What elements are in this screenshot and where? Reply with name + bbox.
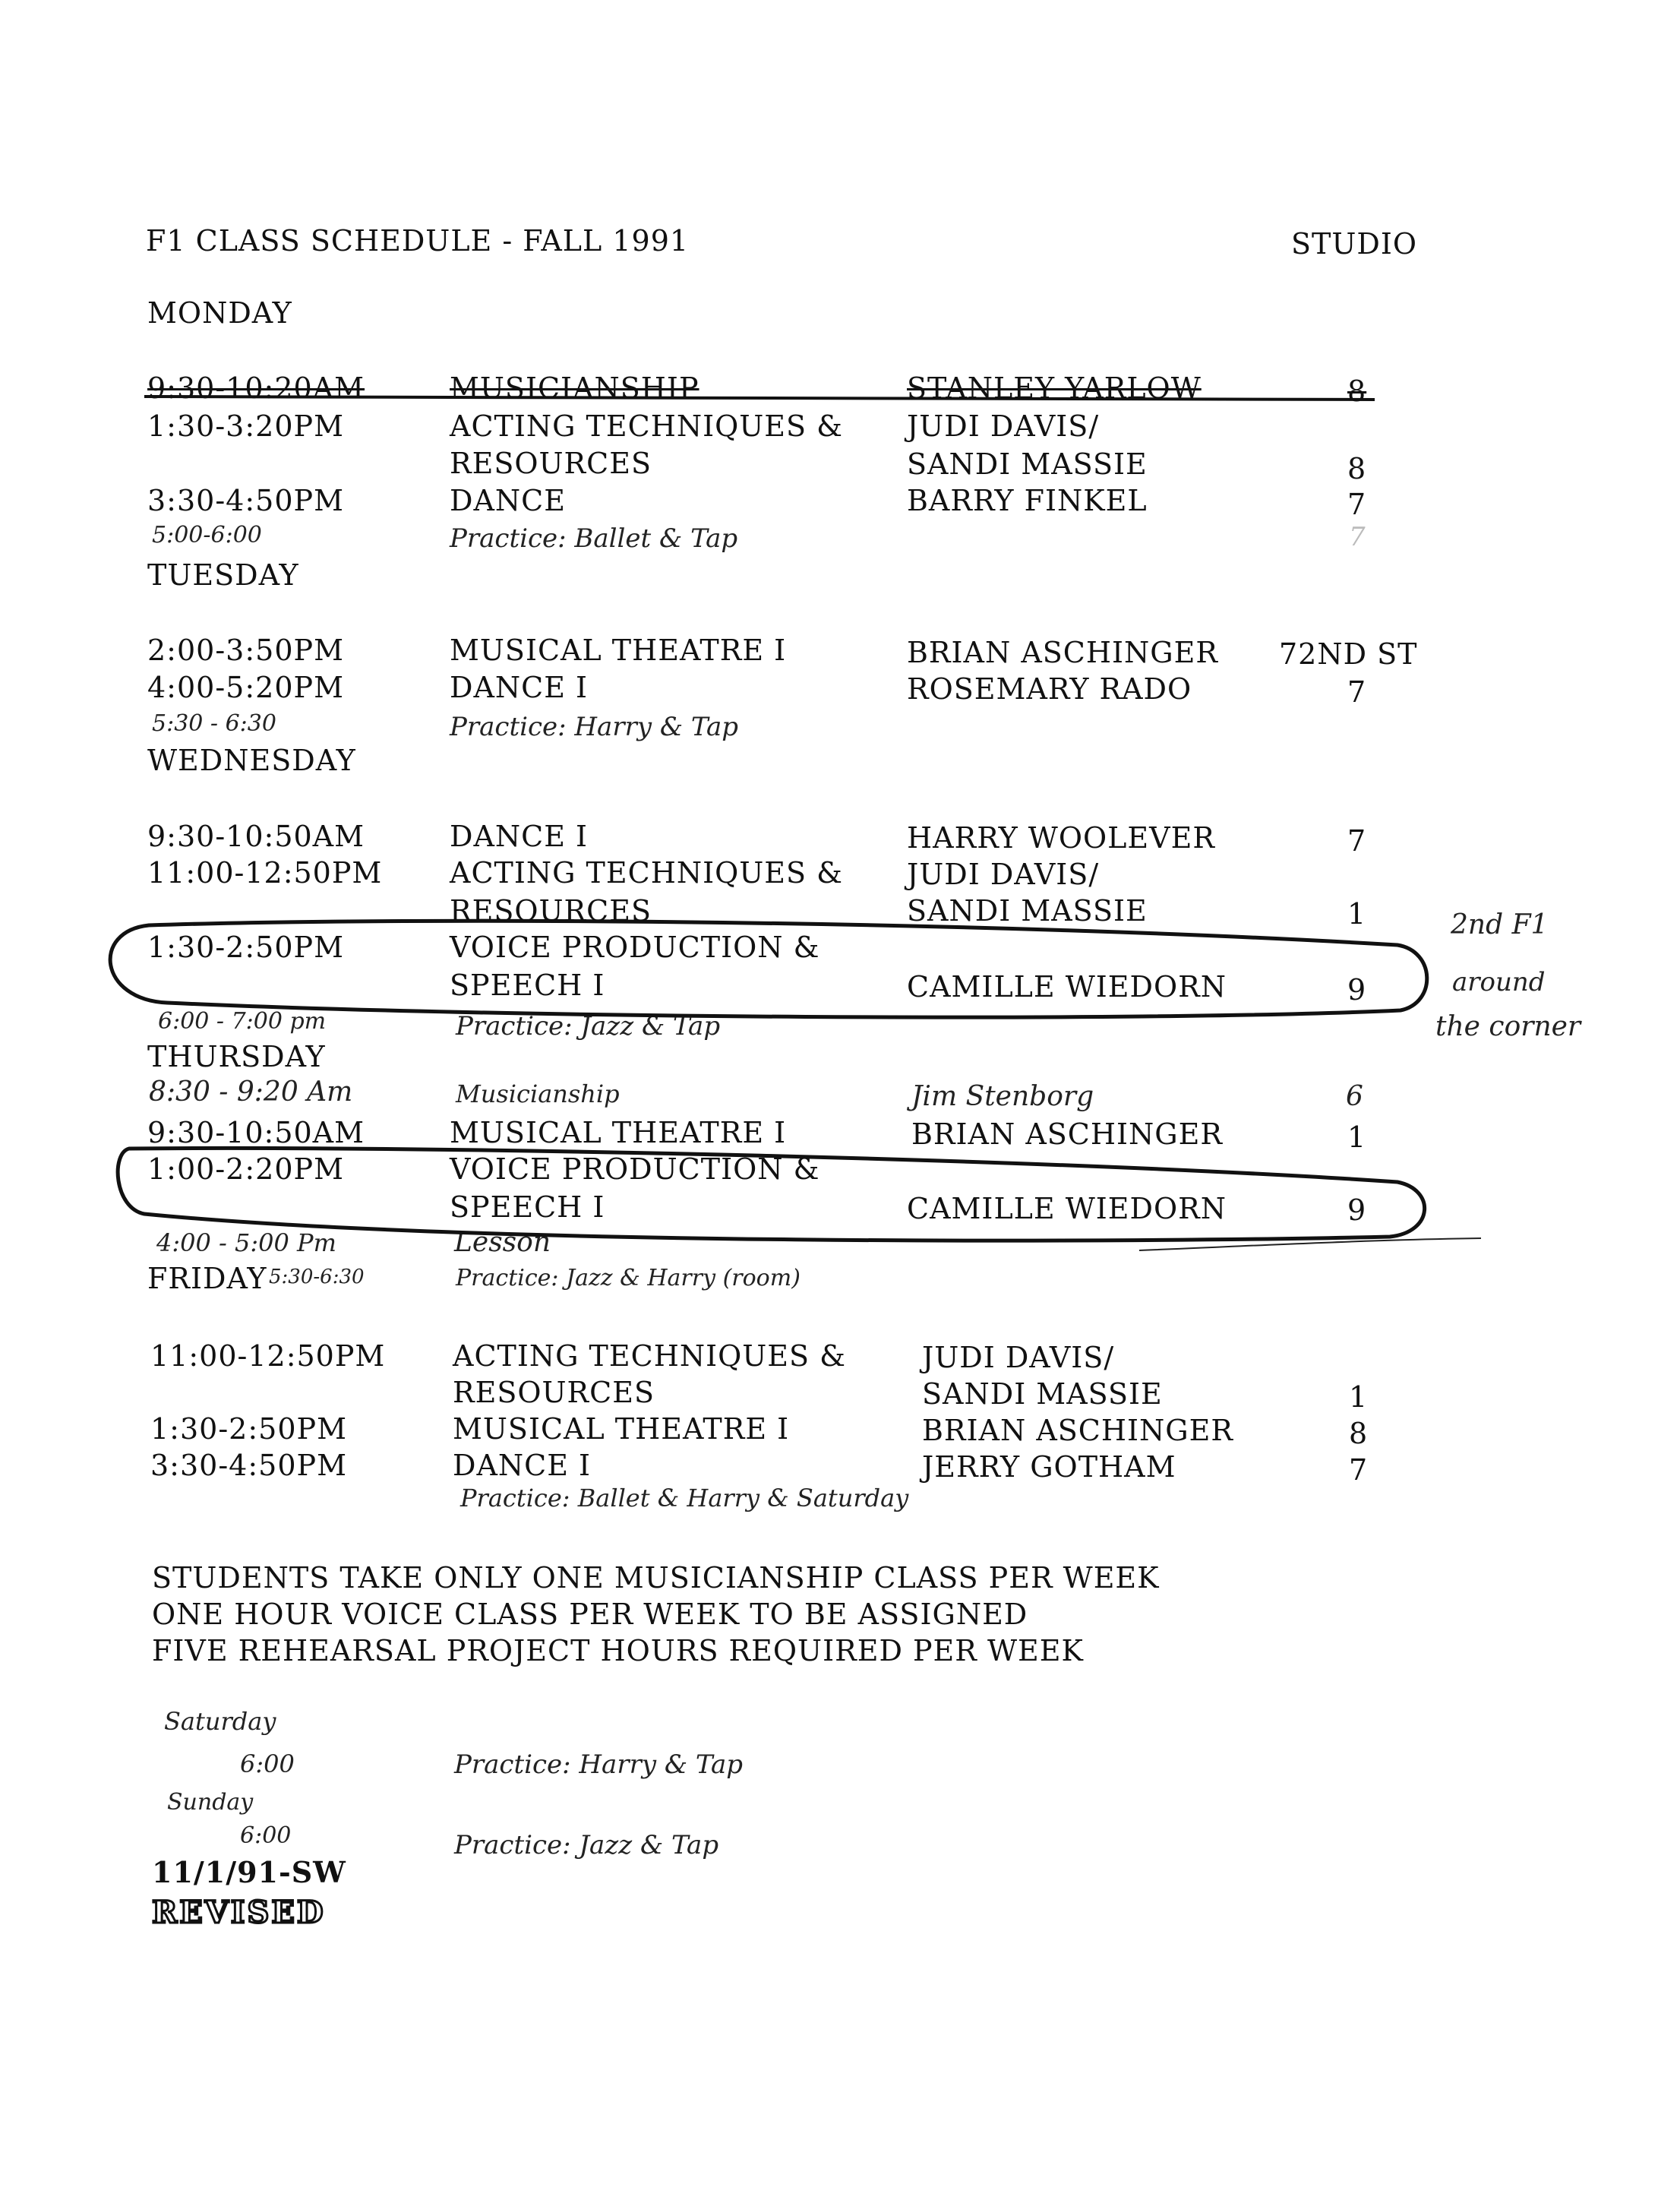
margin-note-line-3: the corner bbox=[1435, 1011, 1581, 1042]
wednesday-course-1a: ACTING TECHNIQUES & bbox=[450, 856, 843, 890]
studio-header: STUDIO bbox=[1291, 227, 1418, 261]
friday-studio-1: 8 bbox=[1349, 1417, 1369, 1450]
thursday-instructor-0: BRIAN ASCHINGER bbox=[911, 1117, 1223, 1151]
tuesday-hw-note: Practice: Harry & Tap bbox=[450, 712, 738, 742]
margin-note-line-1: 2nd F1 bbox=[1451, 909, 1549, 940]
tuesday-studio-1: 7 bbox=[1347, 675, 1367, 709]
friday-course-0b: RESOURCES bbox=[453, 1376, 655, 1409]
tuesday-course-1: DANCE I bbox=[450, 671, 589, 704]
friday-studio-2: 7 bbox=[1349, 1453, 1369, 1487]
revision-date: 11/1/91-SW bbox=[152, 1855, 346, 1889]
thursday-hw-row-course: Musicianship bbox=[456, 1079, 620, 1108]
monday-hw-studio: 7 bbox=[1349, 522, 1366, 552]
thursday-time-1: 1:00-2:20PM bbox=[147, 1152, 344, 1186]
friday-instructor-1: BRIAN ASCHINGER bbox=[922, 1414, 1233, 1447]
thursday-course-1a: VOICE PRODUCTION & bbox=[450, 1152, 820, 1186]
wednesday-course-2b: SPEECH I bbox=[450, 969, 605, 1002]
tuesday-instructor-1: ROSEMARY RADO bbox=[907, 672, 1192, 706]
thursday-course-0: MUSICAL THEATRE I bbox=[450, 1116, 787, 1149]
note-line-2: ONE HOUR VOICE CLASS PER WEEK TO BE ASSIGNED bbox=[152, 1598, 1028, 1631]
thursday-hw-time: 4:00 - 5:00 Pm bbox=[156, 1228, 336, 1257]
day-label-friday: FRIDAY bbox=[147, 1262, 267, 1295]
saturday-time: 6:00 bbox=[240, 1749, 295, 1778]
wednesday-course-2a: VOICE PRODUCTION & bbox=[450, 931, 820, 964]
thursday-hw-row-studio: 6 bbox=[1346, 1081, 1363, 1112]
friday-instructor-0b: SANDI MASSIE bbox=[922, 1377, 1163, 1411]
monday-instructor-2: BARRY FINKEL bbox=[907, 484, 1148, 517]
thursday-time-0: 9:30-10:50AM bbox=[147, 1116, 365, 1149]
thursday-hw-lesson: Lesson bbox=[454, 1227, 551, 1258]
saturday-label: Saturday bbox=[164, 1707, 276, 1736]
day-label-monday: MONDAY bbox=[147, 296, 292, 330]
friday-course-2: DANCE I bbox=[453, 1449, 592, 1482]
wednesday-instructor-0: HARRY WOOLEVER bbox=[907, 821, 1215, 855]
thursday-tail-mark bbox=[1139, 1238, 1481, 1250]
wednesday-course-1b: RESOURCES bbox=[450, 894, 652, 928]
wednesday-studio-2: 9 bbox=[1347, 973, 1367, 1007]
monday-course-1b: RESOURCES bbox=[450, 447, 652, 480]
monday-time-1: 1:30-3:20PM bbox=[147, 409, 344, 443]
revised-stamp: REVISED bbox=[152, 1895, 326, 1930]
monday-hw-time: 5:00-6:00 bbox=[152, 522, 262, 548]
friday-course-0a: ACTING TECHNIQUES & bbox=[453, 1339, 846, 1373]
friday-course-1: MUSICAL THEATRE I bbox=[453, 1412, 790, 1446]
saturday-note: Practice: Harry & Tap bbox=[454, 1749, 743, 1780]
wednesday-instructor-2: CAMILLE WIEDORN bbox=[907, 970, 1227, 1004]
wednesday-studio-1: 1 bbox=[1347, 897, 1367, 931]
friday-time-1: 1:30-2:50PM bbox=[150, 1412, 347, 1446]
thursday-hw-row-time: 8:30 - 9:20 Am bbox=[149, 1076, 353, 1108]
thursday-studio-0: 1 bbox=[1347, 1120, 1367, 1154]
wednesday-time-1: 11:00-12:50PM bbox=[147, 856, 383, 890]
monday-time-0: 9:30-10:20AM bbox=[147, 371, 365, 405]
thursday-instructor-1: CAMILLE WIEDORN bbox=[907, 1192, 1227, 1225]
sunday-note: Practice: Jazz & Tap bbox=[454, 1830, 719, 1860]
wednesday-studio-0: 7 bbox=[1347, 824, 1367, 858]
sunday-label: Sunday bbox=[167, 1789, 254, 1816]
wednesday-hw-note: Practice: Jazz & Tap bbox=[456, 1011, 721, 1041]
wednesday-time-2: 1:30-2:50PM bbox=[147, 931, 344, 964]
tuesday-time-0: 2:00-3:50PM bbox=[147, 634, 344, 667]
wednesday-course-0: DANCE I bbox=[450, 820, 589, 853]
tuesday-studio-0: 72ND ST bbox=[1279, 637, 1418, 671]
wednesday-time-0: 9:30-10:50AM bbox=[147, 820, 365, 853]
monday-instructor-1b: SANDI MASSIE bbox=[907, 447, 1148, 481]
monday-studio-1: 8 bbox=[1347, 452, 1367, 485]
friday-hw-note: Practice: Ballet & Harry & Saturday bbox=[460, 1484, 909, 1512]
monday-course-1a: ACTING TECHNIQUES & bbox=[450, 409, 843, 443]
thursday-studio-1: 9 bbox=[1347, 1193, 1367, 1227]
wednesday-instructor-1b: SANDI MASSIE bbox=[907, 894, 1148, 928]
monday-course-0: MUSICIANSHIP bbox=[450, 371, 699, 405]
day-label-thursday: THURSDAY bbox=[147, 1040, 326, 1073]
note-line-1: STUDENTS TAKE ONLY ONE MUSICIANSHIP CLASS PER WEEK bbox=[152, 1561, 1160, 1595]
friday-hw-time: 5:30-6:30 bbox=[269, 1266, 365, 1288]
friday-time-2: 3:30-4:50PM bbox=[150, 1449, 347, 1482]
monday-studio-2: 7 bbox=[1347, 488, 1367, 521]
monday-time-2: 3:30-4:50PM bbox=[147, 484, 344, 517]
monday-instructor-1a: JUDI DAVIS/ bbox=[907, 409, 1100, 443]
wednesday-hw-time: 6:00 - 7:00 pm bbox=[158, 1008, 327, 1035]
day-label-wednesday: WEDNESDAY bbox=[147, 744, 356, 777]
monday-studio-0: 8 bbox=[1347, 375, 1367, 408]
friday-instructor-0a: JUDI DAVIS/ bbox=[922, 1341, 1115, 1374]
monday-course-2: DANCE bbox=[450, 484, 566, 517]
thursday-course-1b: SPEECH I bbox=[450, 1190, 605, 1224]
monday-instructor-0: STANLEY YARLOW bbox=[907, 371, 1202, 405]
monday-hw-note: Practice: Ballet & Tap bbox=[450, 523, 738, 554]
page-title: F1 CLASS SCHEDULE - FALL 1991 bbox=[146, 224, 690, 258]
friday-studio-0: 1 bbox=[1349, 1380, 1369, 1414]
note-line-3: FIVE REHEARSAL PROJECT HOURS REQUIRED PER WEEK bbox=[152, 1634, 1084, 1667]
thursday-hw-note: Practice: Jazz & Harry (room) bbox=[456, 1265, 801, 1291]
friday-time-0: 11:00-12:50PM bbox=[150, 1339, 386, 1373]
tuesday-instructor-0: BRIAN ASCHINGER bbox=[907, 636, 1218, 669]
tuesday-hw-time: 5:30 - 6:30 bbox=[152, 710, 276, 737]
wednesday-instructor-1a: JUDI DAVIS/ bbox=[907, 858, 1100, 891]
sunday-time: 6:00 bbox=[240, 1822, 292, 1849]
margin-note-line-2: around bbox=[1452, 967, 1546, 997]
friday-instructor-2: JERRY GOTHAM bbox=[922, 1450, 1176, 1484]
tuesday-time-1: 4:00-5:20PM bbox=[147, 671, 344, 704]
day-label-tuesday: TUESDAY bbox=[147, 558, 299, 592]
tuesday-course-0: MUSICAL THEATRE I bbox=[450, 634, 787, 667]
thursday-hw-row-instructor: Jim Stenborg bbox=[911, 1081, 1094, 1112]
